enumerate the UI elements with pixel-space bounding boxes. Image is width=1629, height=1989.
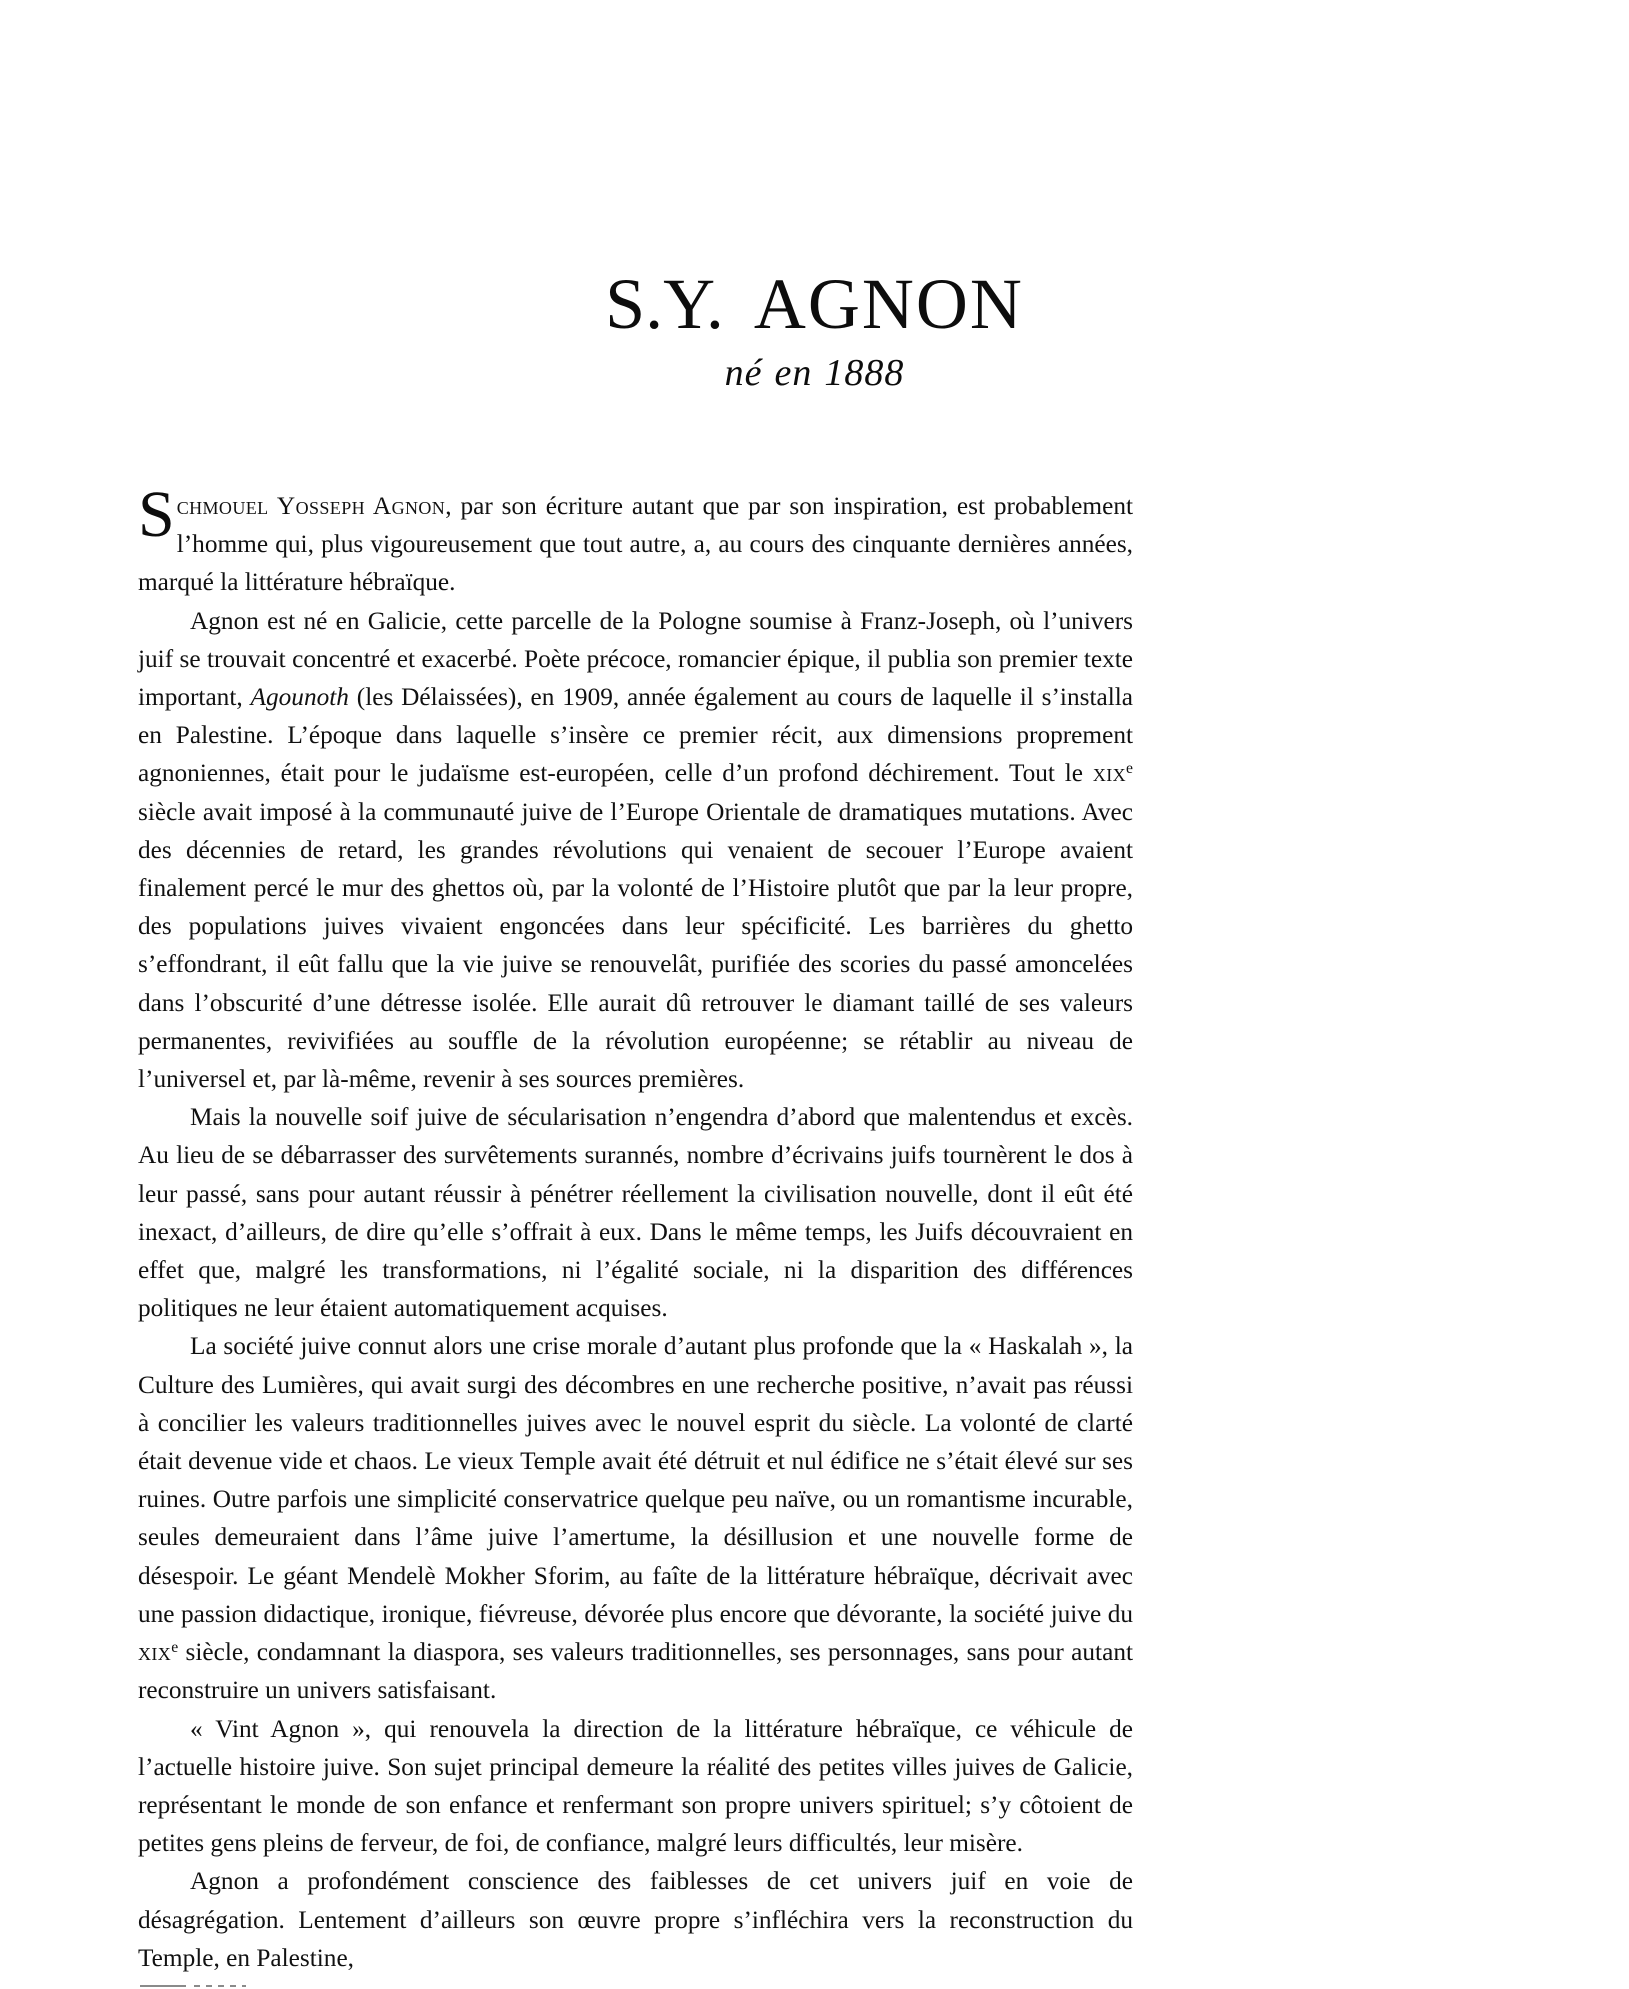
century-ordinal-2: e xyxy=(171,1639,179,1657)
author-name-smallcaps: chmouel Yosseph Agnon xyxy=(176,492,446,520)
century-numeral-2: xix xyxy=(138,1638,172,1667)
paragraph-3-text: Mais la nouvelle soif juive de sécularisation n’engendra d’abord que malentendus et excès. Au lieu de se débarrasser des survêtements surannés, nombre d’écrivains juifs tournèrent le dos à leur passé, sans pour autant réussir à pénétrer réellement la civilisation nouvelle, dont il eût été inexact, d’ailleurs, de dire qu’elle s’offrait à eux. Dans le même temps, les Juifs découvraient en effet que, malgré les transformations, ni l’égalité sociale, ni la disparition des différences politiques ne leur étaient automatiquement acquises. xyxy=(138,1103,1133,1323)
paragraph-1-text: , par son écriture autant que par son inspiration, est probablement l’homme qui, plus vigoureusement que tout autre, a, au cours des cinquante dernières années, marqué la littérature hébraïque. xyxy=(138,492,1133,597)
title-block xyxy=(0,264,1629,394)
page-title-surname: AGNON xyxy=(753,264,1024,344)
century-numeral-1: xix xyxy=(1092,759,1127,788)
footnote-separator-dots xyxy=(194,1985,246,1987)
paragraph-4-text-b: siècle, condamnant la diaspora, ses valeurs traditionnelles, ses personnages, sans pour autant reconstruire un univers satisfaisant. xyxy=(138,1638,1133,1705)
paragraph-2-text-c: siècle avait imposé à la communauté juive de l’Europe Orientale de dramatiques mutations. Avec des décennies de retard, les grandes révolutions qui venaient de secouer l’Europe avaient finalement percé le mur des ghettos où, par la volonté de l’Histoire plutôt que par la leur propre, des populations juives vivaient engoncées dans leur spécificité. Les barrières du ghetto s’effondrant, il eût fallu que la vie juive se renouvelât, purifiée des scories du passé amoncelées dans l’obscurité d’une détresse isolée. Elle aurait dû retrouver le diamant taillé de ses valeurs permanentes, revivifiées au souffle de la révolution européenne; se rétablir au niveau de l’universel et, par là-même, revenir à ses sources premières. xyxy=(138,797,1133,1094)
paragraph-3 xyxy=(138,1098,1133,1327)
century-ordinal-1: e xyxy=(1126,760,1133,778)
paragraph-2 xyxy=(138,602,1133,1099)
page-title-initials: S.Y. xyxy=(605,264,724,344)
page-title xyxy=(0,264,1629,344)
paragraph-5-text: « Vint Agnon », qui renouvela la direction de la littérature hébraïque, ce véhicule de l’actuelle histoire juive. Son sujet principal demeure la réalité des petites villes juives de Galicie, représentant le monde de son enfance et renfermant son propre univers spirituel; s’y côtoient de petites gens pleins de ferveur, de foi, de confiance, malgré leurs difficultés, leur misère. xyxy=(138,1714,1133,1858)
paragraph-4-text-a: La société juive connut alors une crise morale d’autant plus profonde que la « Haskalah », la Culture des Lumières, qui avait surgi des décombres en une recherche positive, n’avait pas réussi à concilier les valeurs traditionnelles juives avec le nouvel esprit du siècle. La volonté de clarté était devenue vide et chaos. Le vieux Temple avait été détruit et nul édifice ne s’était élevé sur ses ruines. Outre parfois une simplicité conservatrice quelque peu naïve, ou un romantisme incurable, seules demeuraient dans l’âme juive l’amertume, la désillusion et une nouvelle forme de désespoir. Le géant Mendelè Mokher Sforim, au faîte de la littérature hébraïque, décrivait avec une passion didactique, ironique, fiévreuse, dévorée plus encore que dévorante, la société juive du xyxy=(138,1332,1133,1628)
page-subtitle xyxy=(0,354,1629,392)
drop-cap: S xyxy=(138,478,175,551)
body-text-column xyxy=(138,478,1133,1977)
subtitle-word-ne: né xyxy=(724,352,763,394)
paragraph-5 xyxy=(138,1710,1133,1863)
subtitle-word-en: en xyxy=(774,352,813,394)
paragraph-2-text-b: (les Délaissées), en 1909, année également au cours de laquelle il s’installa en Palestine. L’époque dans laquelle s’insère ce premier récit, aux dimensions proprement agnoniennes, était pour le judaïsme est-européen, celle d’un profond déchirement. Tout le xyxy=(138,683,1133,788)
paragraph-6 xyxy=(138,1862,1133,1977)
work-title-agounoth: Agounoth xyxy=(250,683,349,712)
footnote-separator-rule xyxy=(140,1985,186,1987)
paragraph-6-text: Agnon a profondément conscience des faiblesses de cet univers juif en voie de désagrégation. Lentement d’ailleurs son œuvre propre s’infléchira vers la reconstruction du Temple, en Palestine, xyxy=(138,1867,1133,1972)
paragraph-2-text-a: Agnon est né en Galicie, cette parcelle de la Pologne soumise à Franz-Joseph, où l’univers juif se trouvait concentré et exacerbé. Poète précoce, romancier épique, il publia son premier texte important, xyxy=(138,606,1133,712)
paragraph-1 xyxy=(138,478,1133,602)
paragraph-4 xyxy=(138,1327,1133,1709)
subtitle-birth-year: 1888 xyxy=(824,352,905,394)
